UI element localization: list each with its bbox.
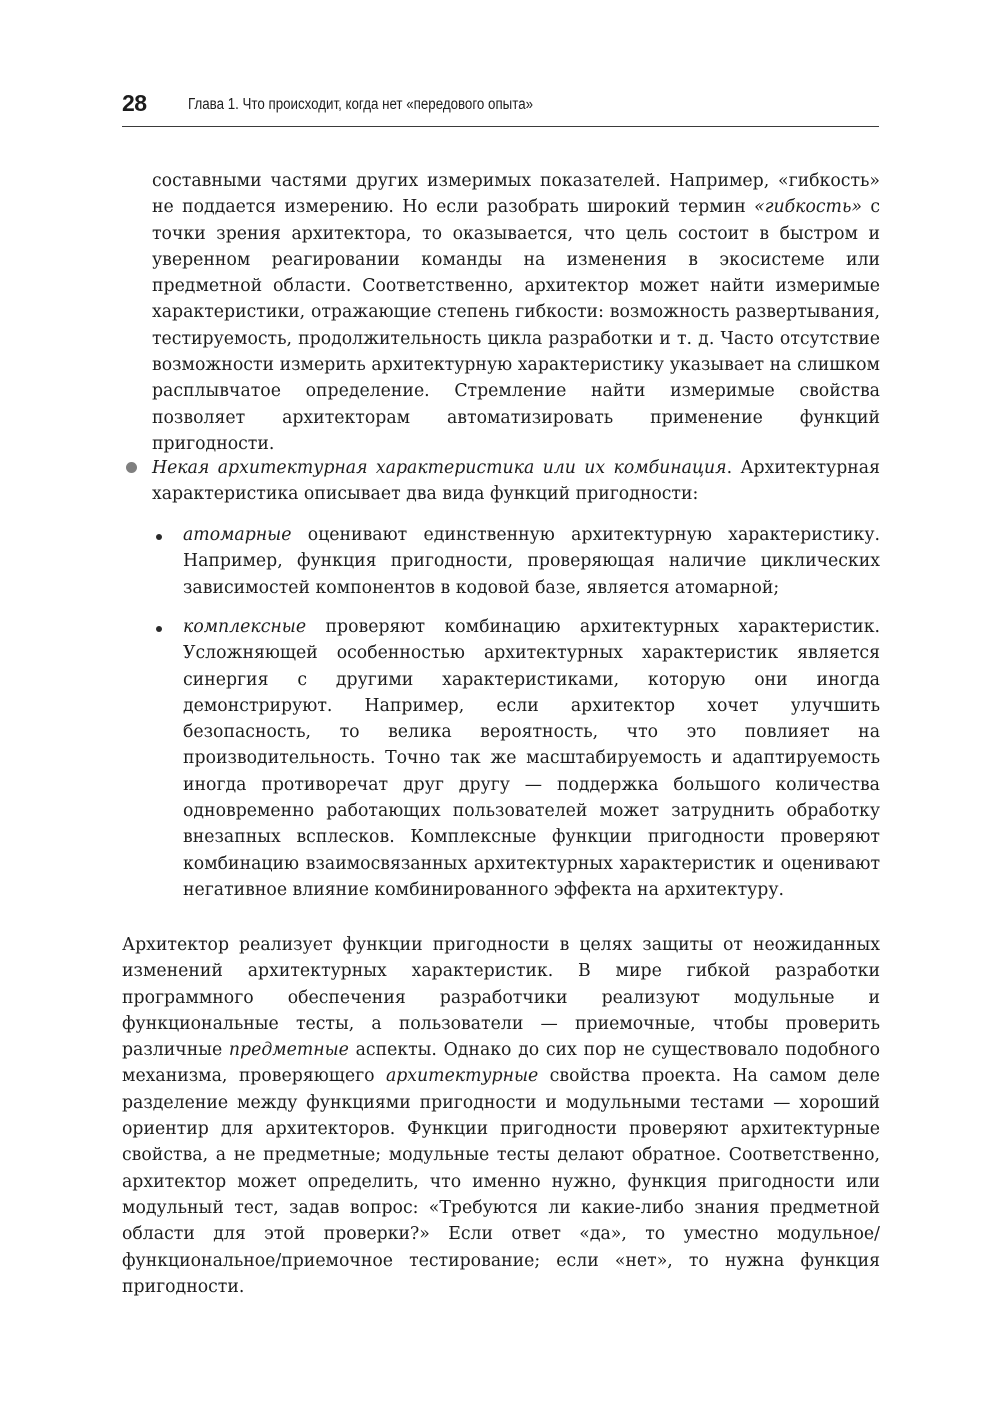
closing-text-2: аспекты. Однако до сих пор не существовало подобного механизма, проверяющего (122, 1040, 880, 1087)
sub-item-text: проверяют комбинацию архитектурных характеристик. Усложняющей особенностью архитектурных характеристик является синергия с другими характеристиками, которую они иногда демонстрируют. Например, если архитектор хочет улучшить безопасность, то велика вероятность, что это повлияет на производительность. Точно так же масштабируемость и адаптируемость иногда противоречат друг другу — поддержка большого количества одновременно работающих пользователей может затруднить обработку внезапных всплесков. Комплексные функции пригодности проверяют комбинацию взаимосвязанных архитектурных характеристик и оценивают негативное влияние комбинированного эффекта на архитектуру. (183, 617, 880, 900)
sub-item-term: комплексные (183, 617, 307, 637)
intro-emphasis: «гибкость» (754, 197, 862, 218)
bullet-emphasis: Некая архитектурная характеристика или их комбинация (152, 458, 727, 478)
sub-item-atomic (183, 522, 880, 601)
bullet-text: . Архитектурная характеристика описывает два вида функций пригодности: (152, 458, 880, 505)
closing-emphasis-2: архитектурные (385, 1066, 539, 1087)
closing-emphasis-1: предметные (228, 1040, 349, 1061)
bullet-item (152, 455, 880, 508)
sub-bullet-icon (156, 626, 162, 632)
intro-paragraph (152, 168, 880, 457)
sub-item-complex (183, 614, 880, 903)
closing-text-3: свойства проекта. На самом деле разделение между функциями пригодности и модульными тестами — хороший ориентир для архитекторов. Функции пригодности проверяют архитектурные свойства, а не предметные; модульные тесты делают обратное. Соответственно, архитектор может определить, что именно нужно, функция пригодности или модульный тест, задав вопрос: «Требуются ли какие-либо знания предметной области для этой проверки?» Если ответ «да», то уместно модульное/функциональное/приемочное тестирование; если «нет», то нужна функция пригодности. (122, 1066, 880, 1297)
sub-item-text: оценивают единственную архитектурную характеристику. Например, функция пригодности, проверяющая наличие циклических зависимостей компонентов в кодовой базе, является атомарной; (183, 525, 880, 598)
page-number: 28 (122, 90, 147, 116)
running-title: Глава 1. Что происходит, когда нет «передового опыта» (188, 96, 534, 113)
page-header (122, 90, 879, 127)
intro-text-2: с точки зрения архитектора, то оказывается, что цель состоит в быстром и уверенном реагировании команды на изменения в экосистеме или предметной области. Соответственно, архитектор может найти измеримые характеристики, отражающие степень гибкости: возможность развертывания, тестируемость, продолжительность цикла разработки и т. д. Часто отсутствие возможности измерить архитектурную характеристику указывает на слишком расплывчатое определение. Стремление найти измеримые свойства позволяет архитекторам автоматизировать применение функций пригодности. (152, 197, 880, 454)
sub-bullet-icon (156, 534, 162, 540)
sub-item-term: атомарные (183, 525, 292, 545)
closing-text-1: Архитектор реализует функции пригодности в целях защиты от неожиданных изменений архитектурных характеристик. В мире гибкой разработки программного обеспечения разработчики реализуют модульные и функциональные тесты, а пользователи — приемочные, чтобы проверить различные (122, 935, 880, 1061)
closing-paragraph (122, 932, 880, 1300)
bullet-icon (126, 462, 137, 473)
intro-text-1: составными частями других измеримых показателей. Например, «гибкость» не поддается измерению. Но если разобрать широкий термин (152, 171, 880, 218)
